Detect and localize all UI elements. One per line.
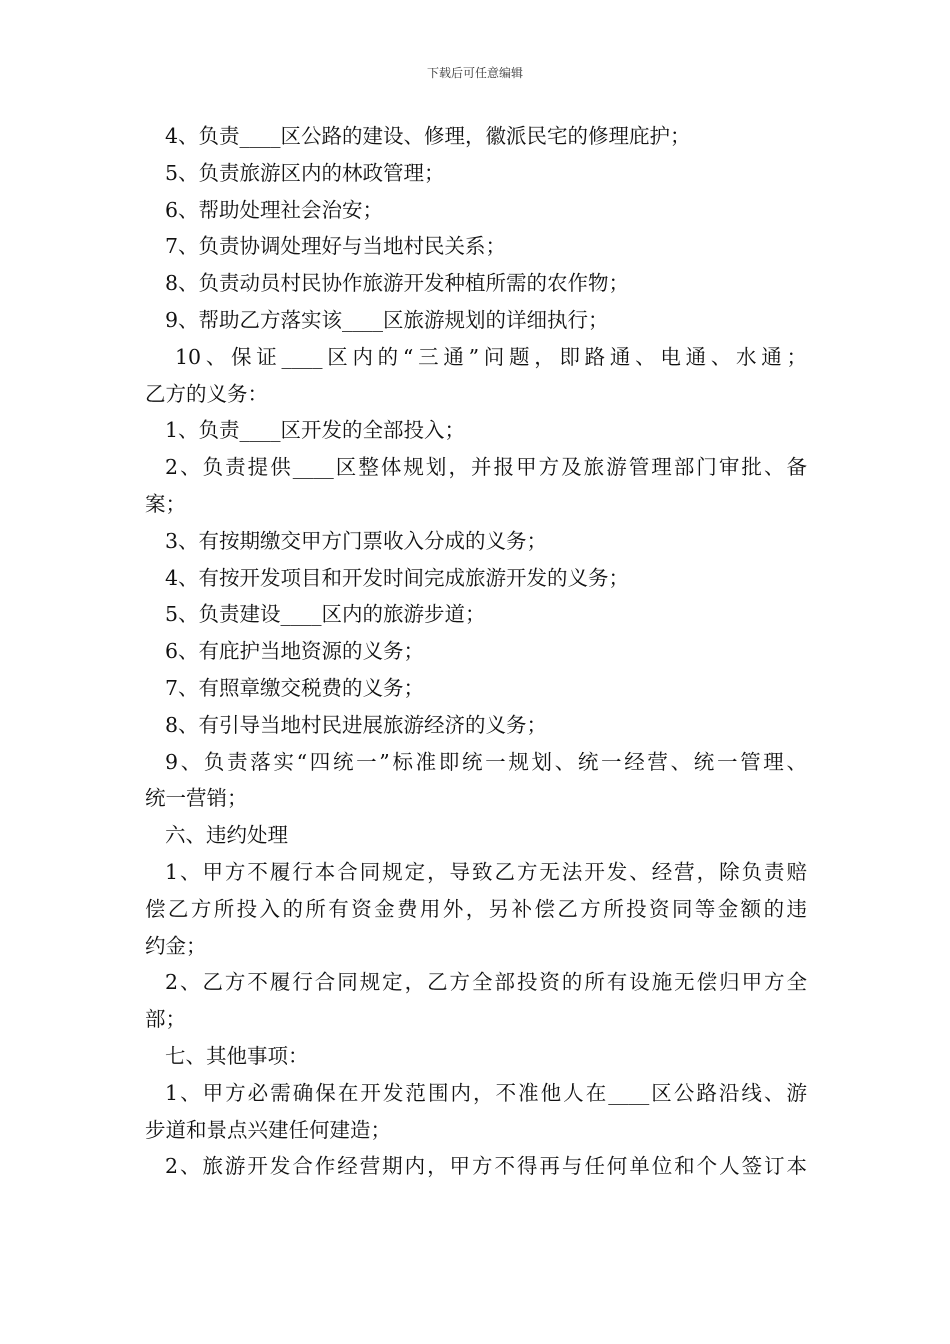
page-header: 下载后可任意编辑 [426,66,523,80]
document-line: 9、负责落实“四统一”标准即统一规划、统一经营、统一管理、 [165,749,807,774]
document-line: 10、保证____区内的“三通”问题，即路通、电通、水通； [175,344,807,369]
document-line: 1、甲方不履行本合同规定，导致乙方无法开发、经营，除负责赔 [165,859,807,884]
document-line: 8、有引导当地村民进展旅游经济的义务； [165,712,548,737]
document-line: 5、负责旅游区内的林政管理； [165,160,445,185]
document-line: 七、其他事项： [165,1043,309,1068]
document-line: 案； [145,491,186,516]
document-line: 3、有按期缴交甲方门票收入分成的义务； [165,528,548,553]
document-line: 2、旅游开发合作经营期内，甲方不得再与任何单位和个人签订本 [165,1154,807,1179]
document-line: 约金； [145,933,207,958]
document-line: 2、负责提供____区整体规划，并报甲方及旅游管理部门审批、备 [165,455,807,480]
document-line: 部； [145,1007,186,1032]
document-line: 5、负责建设____区内的旅游步道； [165,602,486,627]
document-line: 6、帮助处理社会治安； [165,197,384,222]
document-line: 统一营销； [145,786,248,811]
document-line: 六、违约处理 [165,823,288,848]
document-line: 4、负责____区公路的建设、修理，徽派民宅的修理庇护； [165,124,691,148]
document-line: 乙方的义务： [145,381,268,406]
document-line: 7、负责协调处理好与当地村民关系； [165,234,507,259]
document-line: 6、有庇护当地资源的义务； [165,639,425,664]
document-line: 2、乙方不履行合同规定，乙方全部投资的所有设施无偿归甲方全 [165,970,807,995]
document-line: 1、负责____区开发的全部投入； [165,418,466,443]
document-line: 7、有照章缴交税费的义务； [165,675,425,700]
document-line: 9、帮助乙方落实该____区旅游规划的详细执行； [165,307,609,332]
document-line: 1、甲方必需确保在开发范围内，不准他人在____区公路沿线、游 [165,1080,807,1105]
document-body [145,118,807,1185]
document-line: 4、有按开发项目和开发时间完成旅游开发的义务； [165,565,630,590]
document-line: 步道和景点兴建任何建造； [145,1117,391,1142]
document-line: 8、负责动员村民协作旅游开发种植所需的农作物； [165,271,630,296]
document-line: 偿乙方所投入的所有资金费用外，另补偿乙方所投资同等金额的违 [145,896,807,921]
